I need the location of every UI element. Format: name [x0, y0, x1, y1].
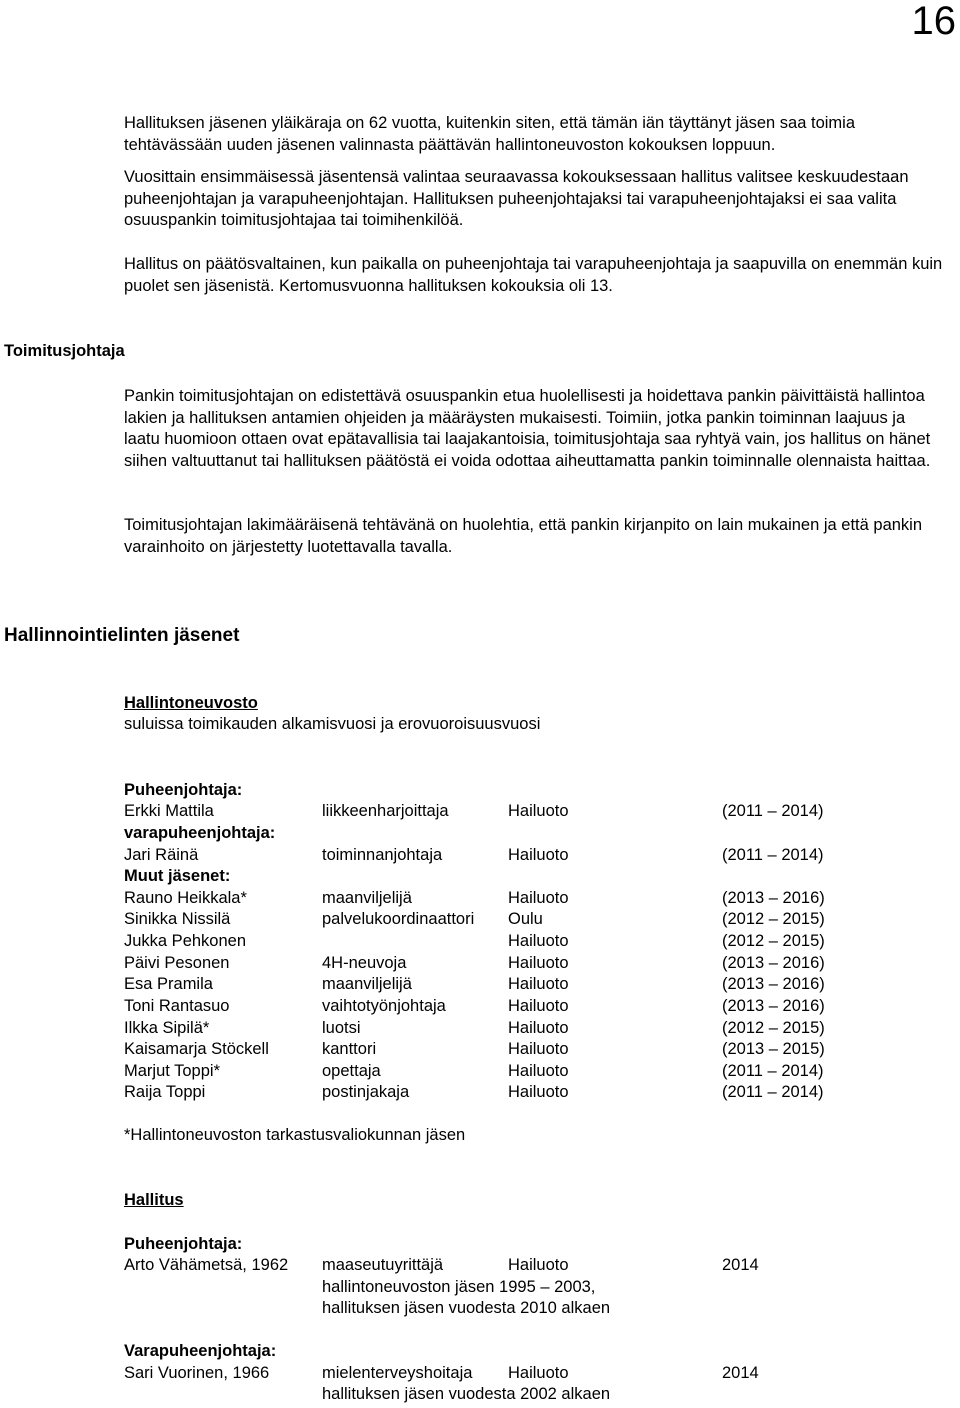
member-occupation: maaseutuyrittäjä: [322, 1256, 444, 1274]
member-term: 2014: [722, 1256, 759, 1274]
label-chair: Puheenjohtaja:: [124, 781, 243, 799]
member-term: (2011 – 2014): [722, 802, 824, 820]
paragraph-ceo-legal-duty: Toimitusjohtajan lakimääräisenä tehtävänä on huolehtia, että pankin kirjanpito on lain mukainen ja että pankin varainhoito on järjestetty luotettavalla tavalla.: [124, 516, 923, 556]
label-board-vice-chair: Varapuheenjohtaja:: [124, 1342, 277, 1360]
member-name: Sinikka Nissilä: [124, 910, 231, 928]
member-name: Erkki Mattila: [124, 802, 214, 820]
member-occupation: postinjakaja: [322, 1083, 410, 1101]
member-name: Raija Toppi: [124, 1083, 206, 1101]
member-place: Hailuoto: [508, 932, 569, 950]
member-place: Hailuoto: [508, 954, 569, 972]
member-detail: hallintoneuvoston jäsen 1995 – 2003,: [322, 1278, 596, 1296]
label-vice-chair: varapuheenjohtaja:: [124, 824, 276, 842]
member-term: (2013 – 2016): [722, 975, 825, 993]
member-place: Oulu: [508, 910, 543, 928]
member-term: (2012 – 2015): [722, 910, 825, 928]
member-occupation: kanttori: [322, 1040, 377, 1058]
member-occupation: vaihtotyönjohtaja: [322, 997, 446, 1015]
member-place: Hailuoto: [508, 889, 569, 907]
member-name: Sari Vuorinen, 1966: [124, 1364, 270, 1382]
member-term: (2011 – 2014): [722, 1083, 824, 1101]
member-place: Hailuoto: [508, 1256, 569, 1274]
member-occupation: palvelukoordinaattori: [322, 910, 475, 928]
member-name: Ilkka Sipilä*: [124, 1019, 210, 1037]
subheading-hallitus: Hallitus: [124, 1191, 184, 1209]
member-term: (2011 – 2014): [722, 1062, 824, 1080]
member-name: Rauno Heikkala*: [124, 889, 247, 907]
member-name: Jari Räinä: [124, 846, 199, 864]
member-detail: hallituksen jäsen vuodesta 2002 alkaen: [322, 1385, 611, 1403]
member-term: (2011 – 2014): [722, 846, 824, 864]
member-occupation: luotsi: [322, 1019, 361, 1037]
member-place: Hailuoto: [508, 1364, 569, 1382]
member-place: Hailuoto: [508, 997, 569, 1015]
member-name: Esa Pramila: [124, 975, 213, 993]
member-occupation: mielenterveyshoitaja: [322, 1364, 473, 1382]
paragraph-age-limit: Hallituksen jäsenen yläikäraja on 62 vuotta, kuitenkin siten, että tämän iän täyttänyt jäsen saa toimia tehtävässään uuden jäsenen valinnasta päättävän hallintoneuvoston kokouksen loppuun.: [124, 114, 856, 154]
member-name: Arto Vähämetsä, 1962: [124, 1256, 289, 1274]
member-occupation: toiminnanjohtaja: [322, 846, 443, 864]
member-term: 2014: [722, 1364, 759, 1382]
member-term: (2013 – 2016): [722, 889, 825, 907]
footnote-audit-committee: *Hallintoneuvoston tarkastusvaliokunnan jäsen: [124, 1126, 466, 1144]
member-term: (2012 – 2015): [722, 1019, 825, 1037]
paragraph-ceo-duties: Pankin toimitusjohtajan on edistettävä osuuspankin etua huolellisesti ja hoidettava pankin päivittäistä hallintoa lakien ja hallituksen antamien ohjeiden ja määräysten mukaisesti. Toimiin, jotka pankin toiminnan laajuus ja laatu huomioon ottaen ovat epätavallisia tai laajakantoisia, toimitusjohtaja saa ryhtyä vain, jos hallitus on hänet siihen valtuuttanut tai hallituksen päätöstä ei voida odottaa aiheuttamatta pankin toiminnalle olennaista haittaa.: [124, 387, 931, 470]
member-place: Hailuoto: [508, 1040, 569, 1058]
paragraph-quorum: Hallitus on päätösvaltainen, kun paikalla on puheenjohtaja tai varapuheenjohtaja ja saapuvilla on enemmän kuin puolet sen jäsenistä. Kertomusvuonna hallituksen kokouksia oli 13.: [124, 255, 943, 295]
member-occupation: 4H-neuvoja: [322, 954, 407, 972]
member-term: (2013 – 2016): [722, 997, 825, 1015]
subheading-hallintoneuvosto: Hallintoneuvosto: [124, 694, 258, 712]
section-heading-hallinnointielimet: Hallinnointielinten jäsenet: [4, 625, 240, 646]
member-place: Hailuoto: [508, 975, 569, 993]
member-name: Marjut Toppi*: [124, 1062, 220, 1080]
paragraph-chair-election: Vuosittain ensimmäisessä jäsentensä valintaa seuraavassa kokouksessaan hallitus valitsee keskuudestaan puheenjohtajan ja varapuheenjohtajan. Hallituksen puheenjohtajaksi tai varapuheenjohtajaksi ei saa valita osuuspankin toimitusjohtajaa tai toimihenkilöä.: [124, 168, 909, 230]
member-occupation: maanviljelijä: [322, 889, 412, 907]
member-term: (2013 – 2016): [722, 954, 825, 972]
hallintoneuvosto-subtitle: suluissa toimikauden alkamisvuosi ja erovuoroisuusvuosi: [124, 715, 541, 733]
member-place: Hailuoto: [508, 802, 569, 820]
page-number: 16: [911, 0, 956, 43]
member-detail: hallituksen jäsen vuodesta 2010 alkaen: [322, 1299, 611, 1317]
section-heading-toimitusjohtaja: Toimitusjohtaja: [4, 342, 125, 360]
member-occupation: maanviljelijä: [322, 975, 412, 993]
member-occupation: opettaja: [322, 1062, 381, 1080]
member-term: (2012 – 2015): [722, 932, 825, 950]
member-place: Hailuoto: [508, 1083, 569, 1101]
member-name: Toni Rantasuo: [124, 997, 230, 1015]
label-other-members: Muut jäsenet:: [124, 867, 231, 885]
member-place: Hailuoto: [508, 1062, 569, 1080]
label-board-chair: Puheenjohtaja:: [124, 1235, 243, 1253]
member-occupation: liikkeenharjoittaja: [322, 802, 449, 820]
member-term: (2013 – 2015): [722, 1040, 825, 1058]
member-name: Päivi Pesonen: [124, 954, 230, 972]
member-name: Jukka Pehkonen: [124, 932, 247, 950]
member-name: Kaisamarja Stöckell: [124, 1040, 269, 1058]
member-place: Hailuoto: [508, 1019, 569, 1037]
member-place: Hailuoto: [508, 846, 569, 864]
